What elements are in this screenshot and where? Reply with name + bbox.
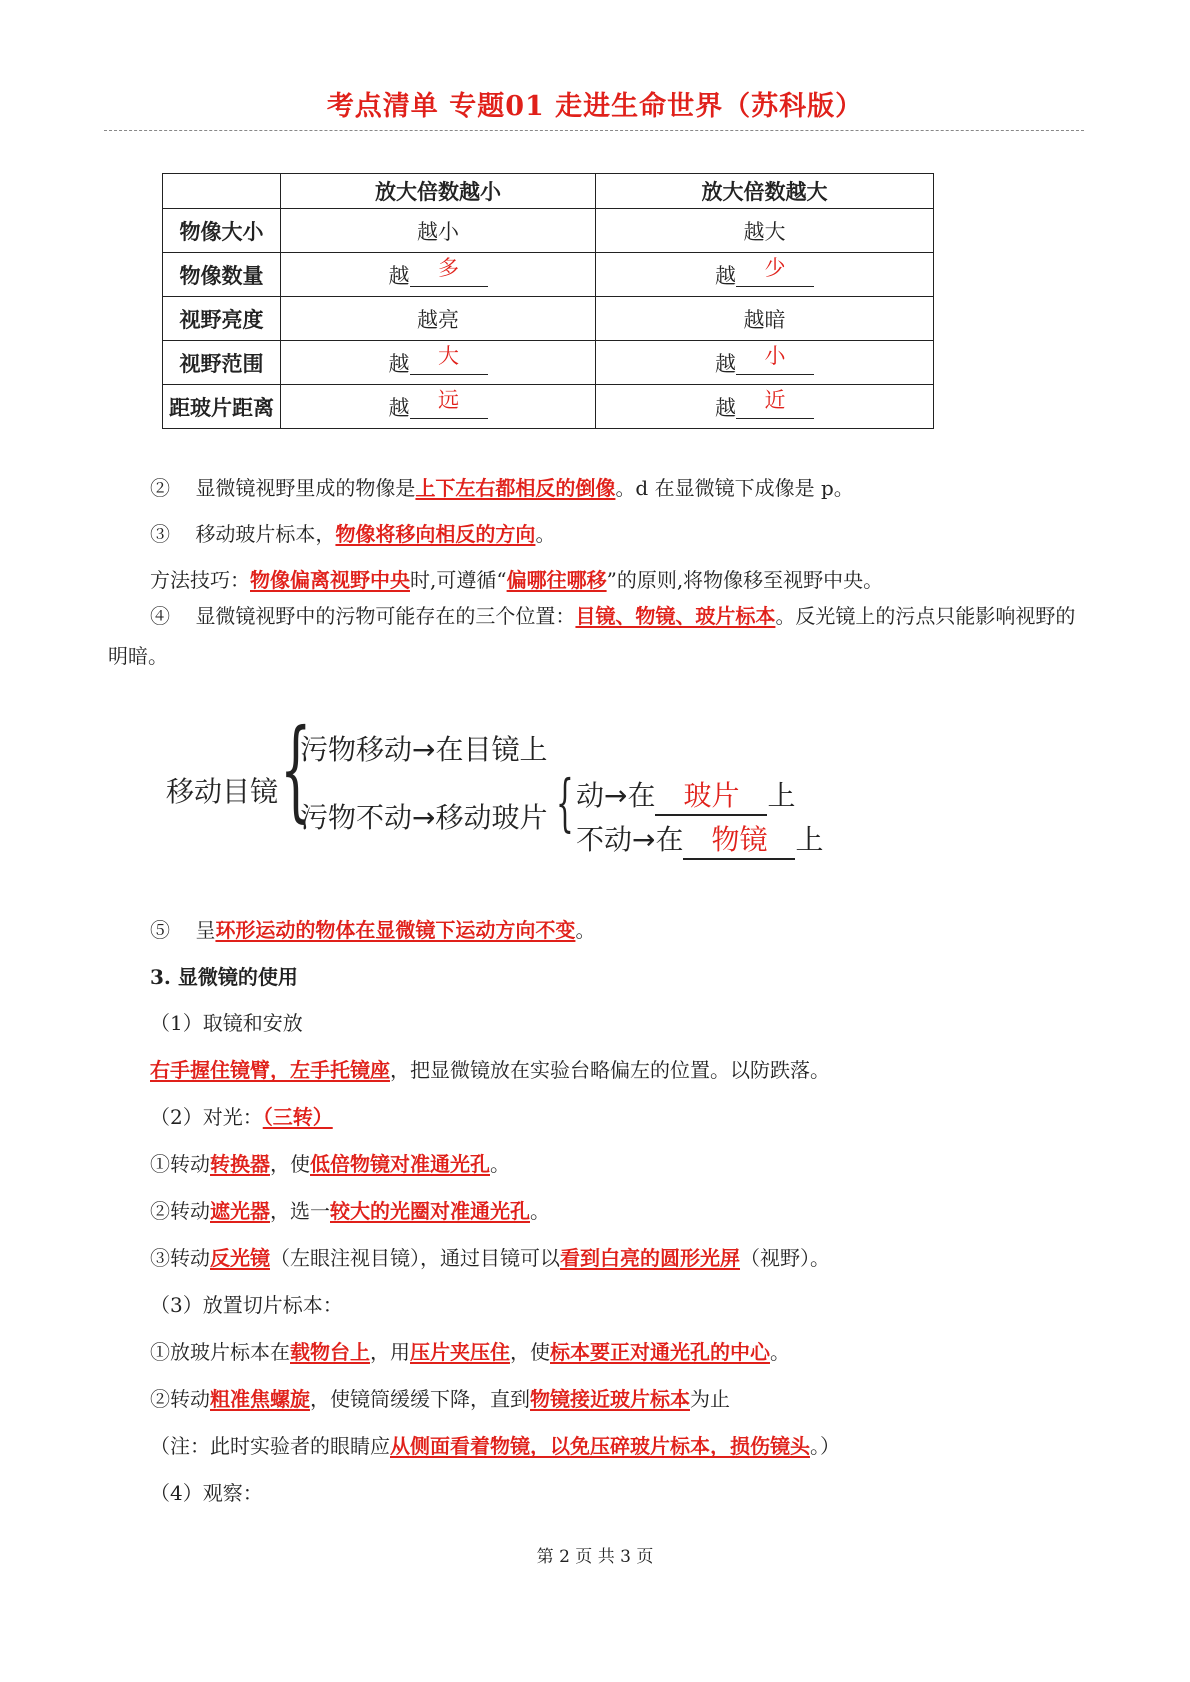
answer-blank bbox=[736, 255, 814, 287]
header-divider bbox=[104, 130, 1084, 131]
step-heading: （3）放置切片标本： bbox=[150, 1293, 343, 1317]
answer-blank: 物镜 bbox=[683, 818, 795, 860]
step-text: ，选一 bbox=[270, 1199, 330, 1223]
table-header-cell: 放大倍数越大 bbox=[596, 174, 934, 209]
cell-large bbox=[596, 385, 934, 429]
cell-prefix: 越 bbox=[388, 395, 410, 420]
answer-text: 右手握住镜臂，左手托镜座 bbox=[150, 1058, 390, 1082]
diagram-root: 移动目镜 bbox=[166, 775, 279, 808]
brace-icon: { bbox=[556, 766, 574, 839]
item-2 bbox=[150, 472, 854, 501]
diagram-text: 上 bbox=[767, 779, 796, 812]
answer-text: 从侧面看着物镜，以免压碎玻片标本，损伤镜头 bbox=[390, 1434, 810, 1458]
diagram-branch: 污物移动→在目镜上 bbox=[300, 733, 548, 766]
item-5 bbox=[150, 914, 595, 943]
step-text: ①放玻片标本在 bbox=[150, 1340, 290, 1364]
cell-prefix: 越 bbox=[388, 351, 410, 376]
answer-text: 少 bbox=[764, 255, 786, 280]
step-line bbox=[150, 1383, 730, 1412]
row-label: 物像数量 bbox=[163, 253, 281, 297]
item-text: 时,可遵循“ bbox=[410, 568, 507, 592]
step-text: ②转动 bbox=[150, 1387, 210, 1411]
cell-large bbox=[596, 253, 934, 297]
answer-text: 近 bbox=[764, 387, 786, 412]
step-heading: （1）取镜和安放 bbox=[150, 1011, 303, 1035]
item-3 bbox=[150, 518, 555, 547]
answer-text: 转换器 bbox=[210, 1152, 270, 1176]
item-text: 。 bbox=[535, 522, 556, 546]
step-text: ，使镜筒缓缓下降，直到 bbox=[310, 1387, 530, 1411]
cell-large: 越大 bbox=[596, 209, 934, 253]
cell-large: 越暗 bbox=[596, 297, 934, 341]
answer-text: 看到白亮的圆形光屏 bbox=[560, 1246, 740, 1270]
step-text: （注：此时实验者的眼睛应 bbox=[150, 1434, 390, 1458]
step-text: 。 bbox=[530, 1199, 550, 1223]
cell-small: 越亮 bbox=[281, 297, 596, 341]
cell-small bbox=[281, 385, 596, 429]
method-tip bbox=[150, 564, 883, 593]
diagram-text: 上 bbox=[795, 823, 824, 856]
answer-text: （三转） bbox=[262, 1105, 333, 1129]
item-text: 。反光镜上的污点只能影响视野的明暗。 bbox=[108, 604, 1076, 668]
item-text: 方法技巧： bbox=[150, 568, 250, 592]
magnification-table bbox=[162, 173, 934, 429]
item-text: 呈 bbox=[195, 918, 216, 942]
answer-text: 大 bbox=[438, 343, 459, 368]
item-text: 。 bbox=[575, 918, 596, 942]
row-label: 视野范围 bbox=[163, 341, 281, 385]
answer-blank bbox=[410, 255, 488, 287]
table-row bbox=[163, 385, 934, 429]
item-number: ⑤ bbox=[150, 918, 170, 942]
answer-text: 多 bbox=[438, 255, 459, 280]
item-text: 移动玻片标本， bbox=[195, 522, 336, 546]
answer-text: 物像将移向相反的方向 bbox=[335, 522, 536, 546]
table-row bbox=[163, 341, 934, 385]
row-label: 视野亮度 bbox=[163, 297, 281, 341]
page-footer: 第 2 页 共 3 页 bbox=[536, 1547, 654, 1567]
answer-text: 小 bbox=[764, 343, 786, 368]
step-text: ，用 bbox=[370, 1340, 410, 1364]
step-text: ③转动 bbox=[150, 1246, 210, 1270]
step-text: 。） bbox=[810, 1434, 840, 1458]
cell-prefix: 越 bbox=[715, 263, 736, 288]
table-header-cell bbox=[163, 174, 281, 209]
step-line bbox=[150, 1195, 550, 1224]
table-header-cell: 放大倍数越小 bbox=[281, 174, 596, 209]
diagram-sub bbox=[576, 774, 795, 816]
diagram-sub bbox=[576, 818, 823, 860]
item-4 bbox=[108, 596, 1088, 676]
answer-text: 环形运动的物体在显微镜下运动方向不变 bbox=[215, 918, 576, 942]
table-row bbox=[163, 297, 934, 341]
answer-text: 物镜接近玻片标本 bbox=[530, 1387, 690, 1411]
item-text: ”的原则,将物像移至视野中央。 bbox=[606, 568, 884, 592]
answer-text: 标本要正对通光孔的中心 bbox=[550, 1340, 770, 1364]
answer-text: 物像偏离视野中央 bbox=[250, 568, 410, 592]
answer-text: 上下左右都相反的倒像 bbox=[415, 476, 616, 500]
step-note bbox=[150, 1430, 840, 1459]
step-text: 。 bbox=[770, 1340, 790, 1364]
answer-text: 反光镜 bbox=[210, 1246, 270, 1270]
row-label: 距玻片距离 bbox=[163, 385, 281, 429]
table-row bbox=[163, 209, 934, 253]
step-heading: （2）对光： bbox=[150, 1105, 263, 1129]
item-text: 显微镜视野中的污物可能存在的三个位置： bbox=[195, 604, 576, 628]
step-text: （左眼注视目镜），通过目镜可以 bbox=[270, 1246, 560, 1270]
answer-blank: 玻片 bbox=[655, 774, 767, 816]
diagram-branch: 污物不动→移动玻片 bbox=[300, 801, 548, 834]
cell-small bbox=[281, 341, 596, 385]
step-text: ①转动 bbox=[150, 1152, 210, 1176]
cell-prefix: 越 bbox=[715, 351, 736, 376]
item-text: 显微镜视野里成的物像是 bbox=[195, 476, 416, 500]
cell-prefix: 越 bbox=[715, 395, 736, 420]
table-header-row bbox=[163, 174, 934, 209]
answer-text: 远 bbox=[438, 387, 459, 412]
diagram-text: 不动→在 bbox=[576, 823, 684, 856]
answer-text: 遮光器 bbox=[210, 1199, 270, 1223]
item-number: ③ bbox=[150, 522, 170, 546]
step-text: 为止 bbox=[690, 1387, 730, 1411]
step-line bbox=[150, 1054, 830, 1083]
answer-text: 目镜、物镜、玻片标本 bbox=[575, 604, 776, 628]
answer-blank bbox=[410, 343, 488, 375]
step-text: （视野）。 bbox=[740, 1246, 830, 1270]
answer-blank bbox=[736, 343, 814, 375]
answer-text: 压片夹压住 bbox=[410, 1340, 510, 1364]
step-text: ，使 bbox=[270, 1152, 310, 1176]
step-text: ②转动 bbox=[150, 1199, 210, 1223]
item-number: ④ bbox=[150, 604, 170, 628]
answer-text: 较大的光圈对准通光孔 bbox=[330, 1199, 530, 1223]
step-line bbox=[150, 1148, 510, 1177]
answer-blank bbox=[410, 387, 488, 419]
section-heading: 3. 显微镜的使用 bbox=[150, 965, 298, 989]
brace-icon: { bbox=[280, 705, 312, 833]
answer-text: 偏哪往哪移 bbox=[506, 568, 607, 592]
step-text: 。 bbox=[490, 1152, 510, 1176]
step-heading: （4）观察： bbox=[150, 1481, 263, 1505]
step-line bbox=[150, 1242, 830, 1271]
answer-text: 粗准焦螺旋 bbox=[210, 1387, 310, 1411]
step-text: ，把显微镜放在实验台略偏左的位置。以防跌落。 bbox=[390, 1058, 830, 1082]
step-text: ，使 bbox=[510, 1340, 550, 1364]
cell-large bbox=[596, 341, 934, 385]
answer-text: 低倍物镜对准通光孔 bbox=[310, 1152, 490, 1176]
row-label: 物像大小 bbox=[163, 209, 281, 253]
item-number: ② bbox=[150, 476, 170, 500]
cell-small bbox=[281, 253, 596, 297]
diagram-text: 动→在 bbox=[576, 779, 656, 812]
cell-small: 越小 bbox=[281, 209, 596, 253]
answer-text: 载物台上 bbox=[290, 1340, 370, 1364]
step-line bbox=[150, 1101, 333, 1130]
step-line bbox=[150, 1336, 790, 1365]
table-row bbox=[163, 253, 934, 297]
answer-blank bbox=[736, 387, 814, 419]
cell-prefix: 越 bbox=[388, 263, 410, 288]
page-title: 考点清单 专题01 走进生命世界（苏科版） bbox=[326, 91, 864, 122]
item-text: 。d 在显微镜下成像是 p。 bbox=[615, 476, 854, 500]
